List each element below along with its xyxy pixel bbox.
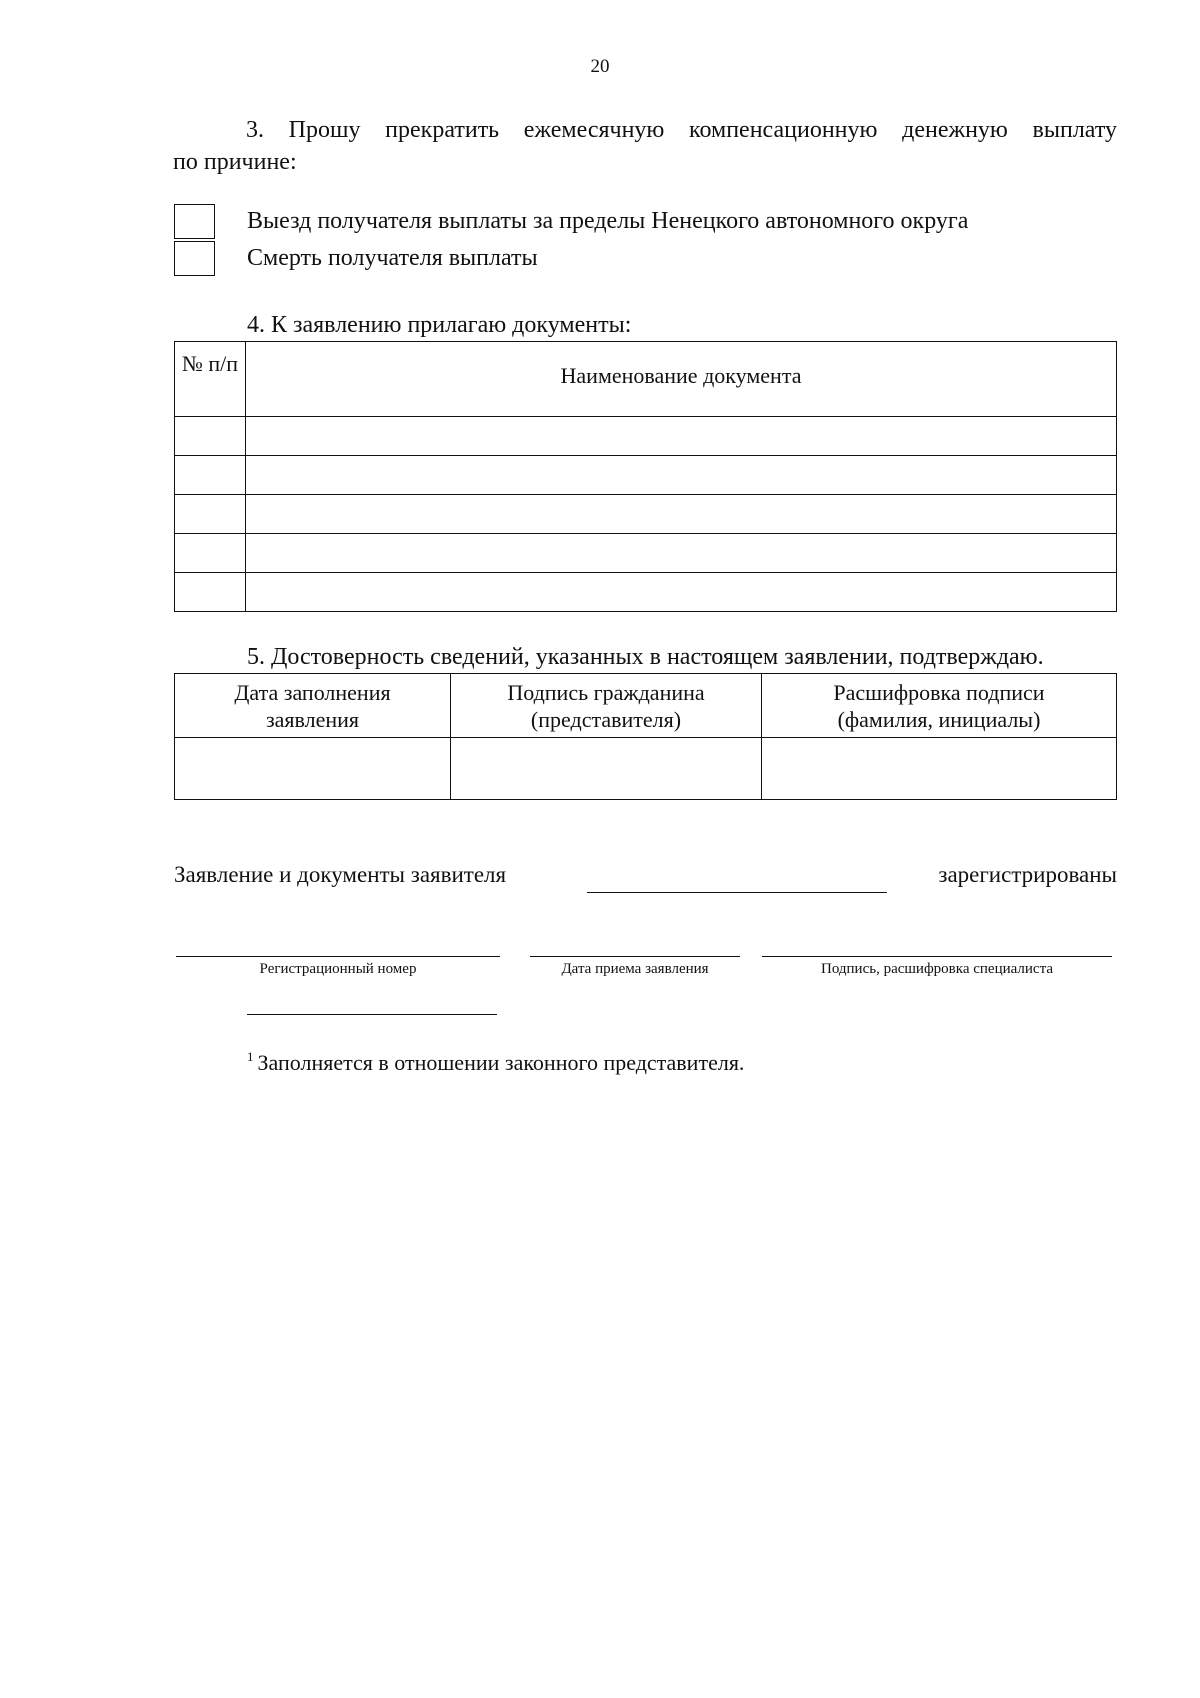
section3-line1: 3. Прошу прекратить ежемесячную компенсационную денежную выплату xyxy=(246,117,1117,143)
specialist-signature-line[interactable] xyxy=(762,956,1112,957)
cell-docname[interactable] xyxy=(246,456,1117,495)
section4-heading: 4. К заявлению прилагаю документы: xyxy=(247,312,632,338)
receipt-date-line[interactable] xyxy=(530,956,740,957)
cell-number[interactable] xyxy=(175,456,246,495)
registration-right-text: зарегистрированы xyxy=(938,862,1117,887)
registration-left-text: Заявление и документы заявителя xyxy=(174,862,507,887)
table-row xyxy=(175,534,1117,573)
footnote-text: Заполняется в отношении законного представителя. xyxy=(257,1050,745,1075)
cell-number[interactable] xyxy=(175,573,246,612)
cell-signature[interactable] xyxy=(451,738,762,800)
col-docname-header: Наименование документа xyxy=(246,342,1117,417)
cell-docname[interactable] xyxy=(246,534,1117,573)
col-decryption-header: Расшифровка подписи (фамилия, инициалы) xyxy=(762,674,1117,738)
col-number-header: № п/п xyxy=(175,342,246,417)
caption-receipt-date: Дата приема заявления xyxy=(561,961,709,977)
cell-number[interactable] xyxy=(175,495,246,534)
caption-specialist-signature: Подпись, расшифровка специалиста xyxy=(820,961,1053,977)
regnumber-line[interactable] xyxy=(176,956,500,957)
footnote xyxy=(247,1042,744,1078)
documents-table xyxy=(174,341,1117,612)
col-signature-header: Подпись гражданина (представителя) xyxy=(451,674,762,738)
cell-docname[interactable] xyxy=(246,417,1117,456)
caption-regnumber: Регистрационный номер xyxy=(259,961,417,977)
cell-date[interactable] xyxy=(175,738,451,800)
section3-line2: по причине: xyxy=(173,149,297,175)
checkbox-death[interactable] xyxy=(174,241,215,276)
option-departure-label: Выезд получателя выплаты за пределы Ненецкого автономного округа xyxy=(247,208,969,234)
option-death-label: Смерть получателя выплаты xyxy=(247,245,538,271)
checkbox-departure[interactable] xyxy=(174,204,215,239)
cell-number[interactable] xyxy=(175,534,246,573)
footnote-marker: 1 xyxy=(247,1049,254,1064)
cell-number[interactable] xyxy=(175,417,246,456)
table-row xyxy=(175,417,1117,456)
col-date-header: Дата заполнения заявления xyxy=(175,674,451,738)
confirmation-table xyxy=(174,673,1117,800)
registration-blank-line[interactable] xyxy=(587,892,887,893)
cell-docname[interactable] xyxy=(246,573,1117,612)
cell-decryption[interactable] xyxy=(762,738,1117,800)
table-row xyxy=(175,738,1117,800)
table-row xyxy=(175,495,1117,534)
section3-text xyxy=(173,114,1117,178)
footnote-separator xyxy=(247,1014,497,1015)
section5-heading: 5. Достоверность сведений, указанных в настоящем заявлении, подтверждаю. xyxy=(247,644,1044,670)
page-number: 20 xyxy=(590,56,610,77)
table-row xyxy=(175,573,1117,612)
table-row xyxy=(175,456,1117,495)
cell-docname[interactable] xyxy=(246,495,1117,534)
